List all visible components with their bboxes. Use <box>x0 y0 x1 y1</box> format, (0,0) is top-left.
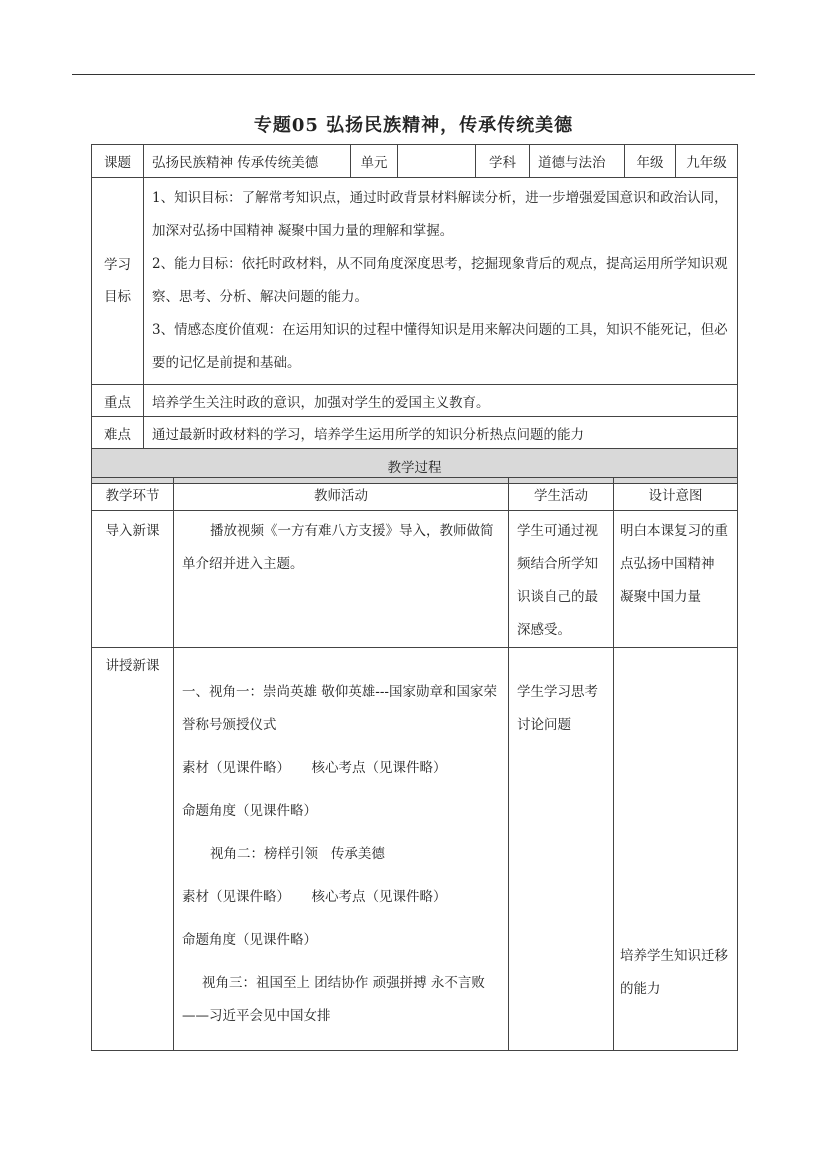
document-title: 专题05 弘扬民族精神，传承传统美德 <box>253 115 574 136</box>
header-stage: 教学环节 <box>92 478 174 511</box>
perspective-one: 一、视角一：崇尚英雄 敬仰英雄---国家勋章和国家荣誉称号颁授仪式 <box>182 684 497 733</box>
difficulty-row <box>92 417 738 449</box>
perspective-three: 视角三：祖国至上 团结协作 顽强拼搏 永不言败——习近平会见中国女排 <box>182 975 485 1024</box>
key-point-value: 培养学生关注时政的意识，加强对学生的爱国主义教育。 <box>144 385 738 417</box>
unit-label: 单元 <box>351 145 398 178</box>
angle-line-two: 命题角度（见课件略） <box>182 932 317 948</box>
topic-value: 弘扬民族精神 传承传统美德 <box>144 145 351 178</box>
stage-intro: 导入新课 <box>92 511 174 648</box>
process-header-row <box>92 478 738 511</box>
intent-lecture: 培养学生知识迁移的能力 <box>614 648 738 1051</box>
goals-content <box>144 178 738 385</box>
subject-value: 道德与法治 <box>530 145 625 178</box>
material-line-two: 素材（见课件略） 核心考点（见课件略） <box>182 889 447 905</box>
header-student: 学生活动 <box>509 478 614 511</box>
table-row <box>92 511 738 648</box>
material-line-one: 素材（见课件略） 核心考点（见课件略） <box>182 760 447 776</box>
key-point-row <box>92 385 738 417</box>
goal-attitude: 3、情感态度价值观：在运用知识的过程中懂得知识是用来解决问题的工具，知识不能死记，但必要的记忆是前提和基础。 <box>152 322 728 371</box>
goals-row <box>92 178 738 385</box>
student-intro: 学生可通过视频结合所学知识谈自己的最深感受。 <box>509 511 614 648</box>
goal-knowledge: 1、知识目标：了解常考知识点，通过时政背景材料解读分析，进一步增强爱国意识和政治认同，加深对弘扬中国精神 凝聚中国力量的理解和掌握。 <box>152 190 728 239</box>
stage-lecture: 讲授新课 <box>92 648 174 1051</box>
process-title: 教学过程 <box>92 449 738 484</box>
teaching-process-table <box>91 477 738 1051</box>
intent-intro: 明白本课复习的重点弘扬中国精神 凝聚中国力量 <box>614 511 738 648</box>
goals-label: 学习 目标 <box>92 178 144 385</box>
difficulty-label: 难点 <box>92 417 144 449</box>
key-point-label: 重点 <box>92 385 144 417</box>
student-lecture: 学生学习思考讨论问题 <box>509 648 614 1051</box>
subject-label: 学科 <box>476 145 530 178</box>
goal-ability: 2、能力目标：依托时政材料，从不同角度深度思考，挖掘现象背后的观点，提高运用所学知识观察、思考、分析、解决问题的能力。 <box>152 256 728 305</box>
perspective-two: 视角二：榜样引领 传承美德 <box>210 846 385 862</box>
grade-value: 九年级 <box>676 145 738 178</box>
grade-label: 年级 <box>625 145 676 178</box>
angle-line-one: 命题角度（见课件略） <box>182 803 317 819</box>
header-teacher: 教师活动 <box>174 478 509 511</box>
teacher-lecture <box>174 648 509 1051</box>
unit-value <box>398 145 476 178</box>
teacher-intro: 播放视频《一方有难八方支援》导入，教师做简单介绍并进入主题。 <box>174 511 509 648</box>
header-rule <box>72 74 755 75</box>
difficulty-value: 通过最新时政材料的学习，培养学生运用所学的知识分析热点问题的能力 <box>144 417 738 449</box>
topic-row <box>92 145 738 178</box>
topic-label: 课题 <box>92 145 144 178</box>
lesson-info-table <box>91 144 738 484</box>
table-row <box>92 648 738 1051</box>
header-intent: 设计意图 <box>614 478 738 511</box>
